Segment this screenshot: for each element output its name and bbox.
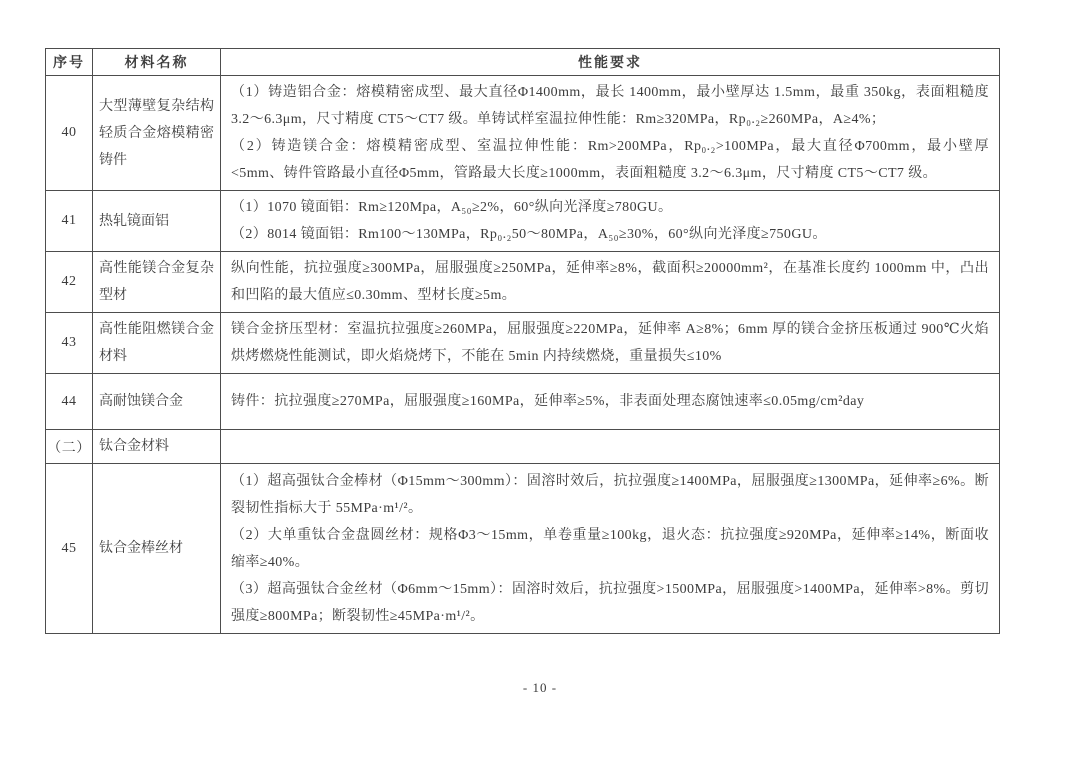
- material-name: 高性能阻燃镁合金材料: [93, 313, 221, 374]
- page-number: - 10 -: [522, 680, 558, 695]
- material-name: 高耐蚀镁合金: [93, 374, 221, 430]
- requirement-paragraph: 镁合金挤压型材：室温抗拉强度≥260MPa，屈服强度≥220MPa，延伸率 A≥8%；6mm 厚的镁合金挤压板通过 900℃火焰烘烤燃烧性能测试，即火焰烧烤下，不能在 5min 内持续燃烧，重量损失≤10%: [231, 322, 989, 364]
- material-name: 大型薄壁复杂结构轻质合金熔模精密铸件: [93, 76, 221, 191]
- section-title: 钛合金材料: [93, 430, 221, 464]
- row-number: 40: [46, 76, 93, 191]
- row-number: 43: [46, 313, 93, 374]
- performance-requirements: [221, 374, 1000, 430]
- performance-requirements: [221, 76, 1000, 191]
- requirement-paragraph: （1）1070 镜面铝：Rm≥120Mpa，A₅₀≥2%，60°纵向光泽度≥780GU。: [231, 200, 673, 215]
- table-row: [46, 76, 1000, 191]
- material-name: 钛合金棒丝材: [93, 464, 221, 634]
- section-empty-cell: [221, 430, 1000, 464]
- requirement-paragraph: （1）铸造铝合金：熔模精密成型、最大直径Φ1400mm，最长 1400mm，最小壁厚达 1.5mm，最重 350kg，表面粗糙度 3.2～6.3μm，尺寸精度 CT5～CT7 级。单铸试样室温拉伸性能：Rm≥320MPa，Rp₀.₂≥260MPa，A≥4%；: [231, 85, 989, 127]
- requirement-paragraph: 纵向性能，抗拉强度≥300MPa，屈服强度≥250MPa，延伸率≥8%，截面积≥20000mm²，在基准长度约 1000mm 中，凸出和凹陷的最大值应≤0.30mm、型材长度≥5m。: [231, 261, 989, 303]
- performance-requirements: [221, 464, 1000, 634]
- section-number: （二）: [46, 430, 93, 464]
- performance-requirements: [221, 313, 1000, 374]
- header-performance-requirements: 性能要求: [221, 49, 1000, 76]
- table-row: [46, 313, 1000, 374]
- table-row: [46, 191, 1000, 252]
- material-name: 热轧镜面铝: [93, 191, 221, 252]
- row-number: 45: [46, 464, 93, 634]
- requirement-paragraph: （2）8014 镜面铝：Rm100～130MPa，Rp₀.₂50～80MPa，A₅₀≥30%，60°纵向光泽度≥750GU。: [231, 227, 827, 242]
- material-spec-table: [45, 48, 1000, 634]
- table-row: [46, 464, 1000, 634]
- requirement-paragraph: （2）大单重钛合金盘圆丝材：规格Φ3～15mm，单卷重量≥100kg，退火态：抗拉强度≥920MPa，延伸率≥14%，断面收缩率≥40%。: [231, 527, 989, 570]
- row-number: 44: [46, 374, 93, 430]
- header-serial-number: 序号: [46, 49, 93, 76]
- requirement-paragraph: 铸件：抗拉强度≥270MPa，屈服强度≥160MPa，延伸率≥5%，非表面处理态腐蚀速率≤0.05mg/cm²day: [231, 394, 865, 409]
- performance-requirements: [221, 252, 1000, 313]
- requirement-paragraph: （2）铸造镁合金：熔模精密成型、室温拉伸性能：Rm>200MPa，Rp₀.₂>100MPa，最大直径Φ700mm，最小壁厚<5mm、铸件管路最小直径Φ5mm，管路最大长度≥1000mm，表面粗糙度 3.2～6.3μm，尺寸精度 CT5～CT7 级。: [231, 139, 989, 181]
- table-row: [46, 374, 1000, 430]
- row-number: 42: [46, 252, 93, 313]
- requirement-paragraph: （1）超高强钛合金棒材（Φ15mm～300mm）：固溶时效后，抗拉强度≥1400MPa，屈服强度≥1300MPa，延伸率≥6%。断裂韧性指标大于 55MPa·m¹/²。: [231, 473, 989, 516]
- row-number: 41: [46, 191, 93, 252]
- header-material-name: 材料名称: [93, 49, 221, 76]
- material-name: 高性能镁合金复杂型材: [93, 252, 221, 313]
- performance-requirements: [221, 191, 1000, 252]
- table-header-row: [46, 49, 1000, 76]
- table-row: [46, 252, 1000, 313]
- section-header-row: [46, 430, 1000, 464]
- requirement-paragraph: （3）超高强钛合金丝材（Φ6mm～15mm）：固溶时效后，抗拉强度>1500MPa，屈服强度>1400MPa，延伸率>8%。剪切强度≥800MPa；断裂韧性≥45MPa·m¹/²。: [231, 581, 989, 624]
